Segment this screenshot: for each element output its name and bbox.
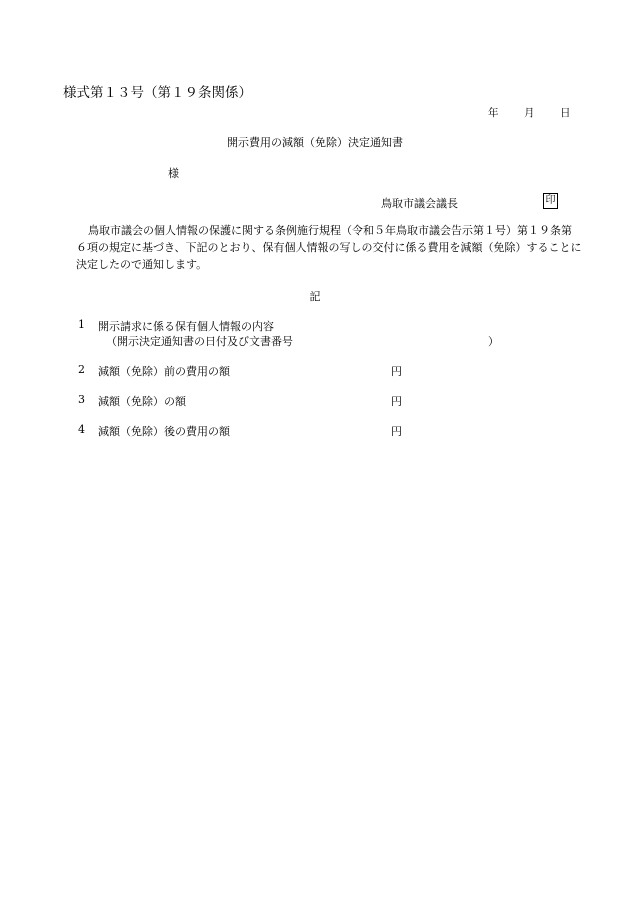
item-1-sub: （開示決定通知書の日付及び文書番号 (106, 335, 293, 348)
item-2-label: 減額（免除）前の費用の額 (98, 365, 230, 378)
ki-heading: 記 (309, 290, 321, 303)
date-year: 年 (488, 107, 499, 119)
item-4-number: 4 (78, 423, 85, 436)
sender-name: 鳥取市議会議長 (381, 197, 458, 210)
item-2-number: 2 (78, 363, 85, 376)
item-1-close-paren: ） (488, 335, 499, 348)
form-number: 様式第１３号（第１９条関係） (63, 85, 252, 101)
item-4-label: 減額（免除）後の費用の額 (98, 425, 230, 438)
date-month: 月 (524, 107, 535, 119)
item-1-label: 開示請求に係る保有個人情報の内容 (98, 320, 274, 333)
item-3-label: 減額（免除）の額 (98, 395, 186, 408)
date-day: 日 (560, 107, 571, 119)
item-3-yen: 円 (391, 395, 402, 408)
addressee-suffix: 様 (168, 167, 179, 180)
document-title: 開示費用の減額（免除）決定通知書 (227, 136, 403, 149)
item-2-yen: 円 (391, 365, 402, 378)
item-4-yen: 円 (391, 425, 402, 438)
item-1-number: 1 (78, 318, 85, 331)
body-paragraph: 鳥取市議会の個人情報の保護に関する条例施行規程（令和５年鳥取市議会告示第１号）第１９条第６項の規定に基づき、下記のとおり、保有個人情報の写しの交付に係る費用を減額（免除）することに決定したので通知します。 (76, 224, 582, 271)
item-3-number: 3 (78, 393, 85, 406)
seal-box: 印 (543, 193, 558, 209)
